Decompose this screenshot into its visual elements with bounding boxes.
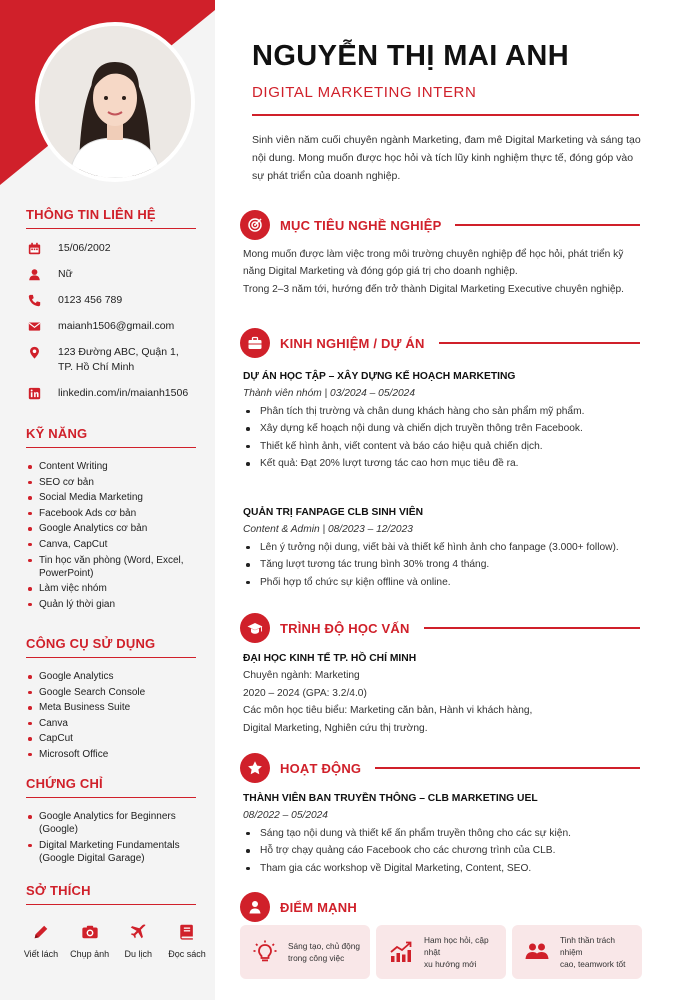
graduation-cap-icon xyxy=(240,613,270,643)
strengths-header xyxy=(240,892,440,922)
list-item: Social Media Marketing xyxy=(26,491,196,504)
lightbulb-icon xyxy=(252,939,278,965)
tools-list xyxy=(26,666,196,761)
objective-title: MỤC TIÊU NGHỀ NGHIỆP xyxy=(280,217,442,233)
list-item: Xây dựng kế hoạch nội dung và chiến dịch truyền thông trên Facebook. xyxy=(243,420,643,437)
activity-role: THÀNH VIÊN BAN TRUYỀN THÔNG – CLB MARKETING UEL xyxy=(243,793,538,804)
job-meta: Content & Admin | 08/2023 – 12/2023 xyxy=(243,524,413,536)
list-item: Tăng lượt tương tác trung bình 30% trong 4 tháng. xyxy=(243,556,643,573)
certificates-list xyxy=(26,806,196,865)
contact-text: 0123 456 789 xyxy=(58,294,123,306)
tools-section xyxy=(26,636,196,764)
list-item: Hỗ trợ chạy quảng cáo Facebook cho các chương trình của CLB. xyxy=(243,842,643,859)
courses: Digital Marketing, Nghiên cứu thị trường. xyxy=(243,722,428,734)
strengths-row xyxy=(240,925,642,979)
hobby-label: Đọc sách xyxy=(168,949,206,959)
strength-line: Ham học hỏi, cập nhật xyxy=(424,935,489,957)
team-icon xyxy=(524,939,550,965)
job-bullets xyxy=(243,403,643,473)
hobby-reading xyxy=(164,923,210,959)
contact-address xyxy=(26,345,196,375)
experience-title: KINH NGHIỆM / DỰ ÁN xyxy=(280,335,425,351)
hobbies-title: SỞ THÍCH xyxy=(26,883,196,905)
education-block xyxy=(243,650,643,737)
period: 2020 – 2024 (GPA: 3.2/4.0) xyxy=(243,687,367,699)
hobby-label: Viết lách xyxy=(23,949,59,959)
activities-block xyxy=(243,790,643,877)
contact-text: Nữ xyxy=(58,268,73,280)
phone-icon xyxy=(26,293,42,308)
list-item: Sáng tạo nội dung và thiết kế ấn phẩm truyền thông cho các sự kiện. xyxy=(243,825,643,842)
education-header xyxy=(240,613,640,643)
list-item: Phân tích thị trường và chân dung khách hàng cho sản phẩm mỹ phẩm. xyxy=(243,403,643,420)
strength-line: Tinh thần trách nhiệm xyxy=(560,935,616,957)
calendar-icon xyxy=(26,241,42,256)
list-item: Lên ý tưởng nội dung, viết bài và thiết kế hình ảnh cho fanpage (3.000+ follow). xyxy=(243,539,643,556)
strength-line: trong công việc xyxy=(288,953,345,963)
objective-text xyxy=(243,246,643,298)
activities-header xyxy=(240,753,640,783)
contact-gender xyxy=(26,267,196,282)
activities-title: HOẠT ĐỘNG xyxy=(280,760,362,776)
major: Chuyên ngành: Marketing xyxy=(243,670,360,682)
briefcase-icon xyxy=(240,328,270,358)
contact-text[interactable]: linkedin.com/in/maianh1506 xyxy=(58,387,189,399)
location-icon xyxy=(26,345,42,360)
list-item: Google Analytics xyxy=(26,670,196,683)
certificates-title: CHỨNG CHỈ xyxy=(26,776,196,798)
contact-phone xyxy=(26,293,196,308)
contact-title: THÔNG TIN LIÊN HỆ xyxy=(26,207,196,229)
list-item: Meta Business Suite xyxy=(26,701,196,714)
list-item: Microsoft Office xyxy=(26,748,196,761)
person-icon xyxy=(240,892,270,922)
hobby-label: Chụp ảnh xyxy=(70,949,110,959)
job-meta: Thành viên nhóm | 03/2024 – 05/2024 xyxy=(243,388,416,400)
objective-header xyxy=(240,210,640,240)
courses: Các môn học tiêu biểu: Marketing căn bản, Hành vi khách hàng, xyxy=(243,705,533,717)
target-icon xyxy=(240,210,270,240)
hobby-label: Du lịch xyxy=(124,949,153,959)
certificates-section xyxy=(26,776,196,868)
strength-line: cao, teamwork tốt xyxy=(560,959,626,969)
skills-list xyxy=(26,456,196,611)
hobby-travel xyxy=(115,923,161,959)
strength-card xyxy=(376,925,506,979)
list-item: Google Analytics for Beginners (Google) xyxy=(26,810,196,836)
list-item: CapCut xyxy=(26,732,196,745)
mail-icon xyxy=(26,319,42,334)
hobby-writing xyxy=(18,923,64,959)
contact-birthday xyxy=(26,241,196,256)
skills-section xyxy=(26,426,196,614)
objective-line: Trong 2–3 năm tới, hướng đến trở thành Digital Marketing Executive chuyên nghiệp. xyxy=(243,283,624,295)
divider xyxy=(424,627,640,628)
hobbies-row xyxy=(18,913,210,959)
skills-title: KỸ NĂNG xyxy=(26,426,196,448)
strength-text xyxy=(560,934,634,970)
contact-linkedin xyxy=(26,386,196,401)
list-item: Phối hợp tổ chức sự kiện offline và online. xyxy=(243,574,643,591)
strength-line: Sáng tạo, chủ động xyxy=(288,941,360,951)
candidate-role: DIGITAL MARKETING INTERN xyxy=(252,84,477,101)
job-title: DỰ ÁN HỌC TẬP – XÂY DỰNG KẾ HOẠCH MARKETING xyxy=(243,371,516,382)
contact-text: 123 Đường ABC, Quận 1, TP. Hồ Chí Minh xyxy=(58,346,179,373)
growth-chart-icon xyxy=(388,939,414,965)
strength-card xyxy=(240,925,370,979)
strength-text xyxy=(424,934,498,970)
person-icon xyxy=(26,267,42,282)
divider xyxy=(375,767,640,768)
summary-text: Sinh viên năm cuối chuyên ngành Marketing, đam mê Digital Marketing và sáng tạo nội dung. Mong muốn được học hỏi và tích lũy kinh nghiệm thực tế, đóng góp vào sự phát triển của doanh nghiệp. xyxy=(252,134,641,182)
airplane-icon xyxy=(129,923,147,941)
list-item: Canva xyxy=(26,717,196,730)
experience-job-1 xyxy=(243,368,643,472)
divider xyxy=(455,224,640,225)
contact-text[interactable]: maianh1506@gmail.com xyxy=(58,320,175,332)
list-item: Tham gia các workshop về Digital Marketing, Content, SEO. xyxy=(243,860,643,877)
hobbies-section xyxy=(23,883,206,959)
divider xyxy=(439,342,640,343)
school-name: ĐẠI HỌC KINH TẾ TP. HỒ CHÍ MINH xyxy=(243,653,417,664)
list-item: Thiết kế hình ảnh, viết content và báo cáo hiệu quả chiến dịch. xyxy=(243,438,643,455)
sidebar xyxy=(0,0,215,1000)
linkedin-icon xyxy=(26,386,42,401)
profile-photo xyxy=(39,26,191,178)
star-icon xyxy=(240,753,270,783)
pencil-icon xyxy=(32,923,50,941)
contact-text: 15/06/2002 xyxy=(58,242,111,254)
objective-line: Mong muốn được làm việc trong môi trường chuyên nghiệp để học hỏi, phát triển kỹ năng Digital Marketing và đóng góp giá trị cho doanh nghiệp. xyxy=(243,249,624,278)
list-item: Content Writing xyxy=(26,460,196,473)
job-bullets xyxy=(243,539,643,591)
candidate-name: NGUYỄN THỊ MAI ANH xyxy=(252,40,570,72)
list-item: Facebook Ads cơ bản xyxy=(26,507,196,520)
strengths-title: ĐIỂM MẠNH xyxy=(280,899,357,915)
activity-bullets xyxy=(243,825,643,877)
contact-section xyxy=(26,207,196,412)
list-item: Google Search Console xyxy=(26,686,196,699)
strength-line: xu hướng mới xyxy=(424,959,477,969)
list-item: Làm việc nhóm xyxy=(26,582,196,595)
hobby-photography xyxy=(67,923,113,959)
contact-email xyxy=(26,319,196,334)
list-item: Digital Marketing Fundamentals (Google Digital Garage) xyxy=(26,839,196,865)
list-item: Google Analytics cơ bản xyxy=(26,522,196,535)
camera-icon xyxy=(81,923,99,941)
divider xyxy=(252,114,639,116)
strength-text xyxy=(288,940,360,964)
experience-job-2 xyxy=(243,504,643,591)
list-item: Canva, CapCut xyxy=(26,538,196,551)
activity-meta: 08/2022 – 05/2024 xyxy=(243,810,328,822)
education-title: TRÌNH ĐỘ HỌC VẤN xyxy=(280,620,410,636)
profile-photo-frame xyxy=(35,22,195,182)
strength-card xyxy=(512,925,642,979)
book-icon xyxy=(178,923,196,941)
job-title: QUẢN TRỊ FANPAGE CLB SINH VIÊN xyxy=(243,507,424,518)
list-item: Kết quả: Đạt 20% lượt tương tác cao hơn mục tiêu đề ra. xyxy=(243,455,643,472)
list-item: SEO cơ bản xyxy=(26,476,196,489)
tools-title: CÔNG CỤ SỬ DỤNG xyxy=(26,636,196,658)
list-item: Quản lý thời gian xyxy=(26,598,196,611)
list-item: Tin học văn phòng (Word, Excel, PowerPoint) xyxy=(26,554,196,580)
experience-header xyxy=(240,328,640,358)
